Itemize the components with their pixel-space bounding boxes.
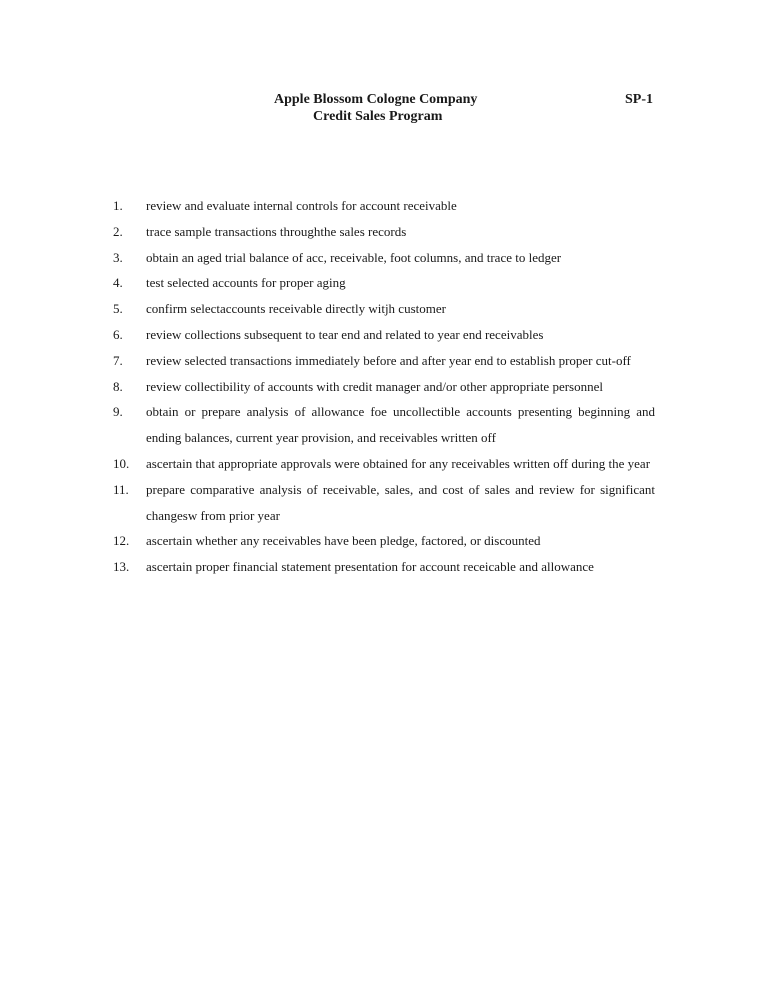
program-step: [113, 528, 655, 554]
program-step: [113, 374, 655, 400]
step-text: test selected accounts for proper aging: [146, 275, 346, 291]
step-number: 7.: [113, 352, 123, 368]
step-text: obtain or prepare analysis of allowance foe uncollectible accounts presenting beginning and ending balances, current year provision, and receivables written off: [146, 404, 655, 446]
step-text: confirm selectaccounts receivable directly witjh customer: [146, 301, 446, 317]
step-text: review and evaluate internal controls for account receivable: [146, 198, 457, 213]
step-number: 6.: [113, 326, 123, 342]
program-step: [113, 193, 655, 219]
step-text: review collections subsequent to tear end and related to year end receivables: [146, 326, 544, 342]
step-number: 1.: [113, 198, 123, 213]
program-step: [113, 296, 655, 322]
step-number: 8.: [113, 378, 123, 394]
document-code: SP-1: [625, 92, 653, 107]
program-step: [113, 451, 655, 477]
step-text: trace sample transactions throughthe sales records: [146, 223, 407, 239]
program-step: [113, 322, 655, 348]
step-text: obtain an aged trial balance of acc, receivable, foot columns, and trace to ledger: [146, 249, 562, 265]
program-step: [113, 245, 655, 271]
company-title: Apple Blossom Cologne Company: [274, 92, 478, 107]
program-step: [113, 348, 655, 374]
step-number: 11.: [113, 481, 129, 497]
program-step: [113, 554, 655, 580]
step-number: 10.: [113, 455, 130, 471]
step-text: ascertain whether any receivables have been pledge, factored, or discounted: [146, 533, 541, 549]
step-number: 5.: [113, 301, 123, 317]
audit-program-list: [113, 193, 655, 580]
program-step: [113, 477, 655, 529]
step-number: 9.: [113, 404, 123, 420]
step-text: ascertain that appropriate approvals were obtained for any receivables written off during the year: [146, 455, 651, 471]
program-step: [113, 399, 655, 451]
step-number: 12.: [113, 533, 130, 549]
step-text: review collectibility of accounts with credit manager and/or other appropriate personnel: [146, 378, 603, 394]
step-text: prepare comparative analysis of receivable, sales, and cost of sales and review for significant changesw from prior year: [146, 481, 655, 523]
step-text: ascertain proper financial statement presentation for account receicable and allowance: [146, 559, 594, 575]
step-number: 2.: [113, 223, 123, 239]
step-text: review selected transactions immediately before and after year end to establish proper cut-off: [146, 352, 631, 368]
program-step: [113, 270, 655, 296]
step-number: 4.: [113, 275, 123, 291]
program-title: Credit Sales Program: [313, 109, 443, 124]
step-number: 13.: [113, 559, 130, 575]
program-step: [113, 219, 655, 245]
step-number: 3.: [113, 249, 123, 265]
